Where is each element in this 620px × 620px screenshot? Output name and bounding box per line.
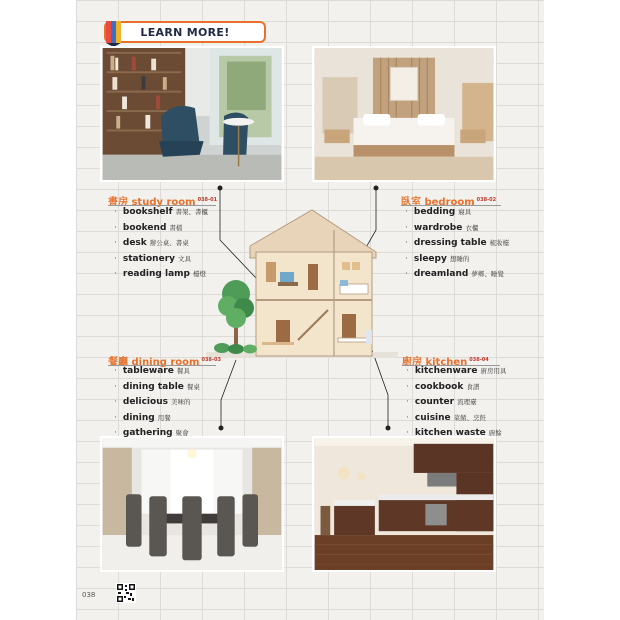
house-icon — [250, 210, 376, 356]
list-item: · bookshelf 書架、書櫃 — [114, 207, 209, 217]
tree-icon — [218, 280, 254, 348]
list-item: · sleepy 想睡的 — [405, 253, 470, 264]
page-number: 038 — [82, 591, 96, 599]
bedroom-audio-ref: 038-02 — [476, 196, 497, 203]
dining-audio-ref: 038-03 — [201, 356, 221, 363]
list-item: · wardrobe 衣櫃 — [405, 222, 479, 233]
learn-more-label: LEARN MORE! — [140, 26, 230, 39]
bedroom-vocab-list — [405, 205, 509, 283]
qr-code-icon[interactable] — [116, 583, 136, 603]
list-item: · desk 辦公桌、書桌 — [114, 238, 189, 248]
list-item: · bookend 書檔 — [114, 222, 183, 233]
list-item: · cookbook 食譜 — [406, 381, 480, 392]
list-item: · bedding 寢具 — [405, 207, 472, 217]
list-item: · counter 流理臺 — [406, 397, 477, 407]
kitchen-audio-ref: 038-04 — [469, 356, 489, 363]
list-item: · delicious 美味的 — [114, 397, 191, 407]
kitchen-vocab-list — [406, 364, 506, 442]
dining-room-heading: 餐廳 dining room $^{038-03}$ — [108, 356, 221, 368]
list-item: · dressing table 梳妝檯 — [405, 238, 510, 248]
list-item: · dining 用餐 — [114, 412, 171, 423]
bedroom-heading: 臥室 bedroom $^{038-02}$ — [401, 196, 497, 208]
textbook-page — [76, 0, 544, 620]
list-item: · dreamland 夢鄉、睡覺 — [405, 269, 504, 279]
study-room-audio-ref: 038-01 — [197, 196, 218, 203]
kitchen-heading: 廚房 kitchen $^{038-04}$ — [402, 356, 489, 368]
list-item: · gathering 聚會 — [114, 428, 189, 438]
study-room-heading: 書房 study room $^{038-01}$ — [108, 196, 218, 208]
list-item: · dining table 餐桌 — [114, 381, 200, 392]
list-item: · reading lamp 檯燈 — [114, 269, 206, 279]
list-item: · tableware 餐具 — [114, 366, 190, 376]
list-item: · stationery 文具 — [114, 253, 191, 264]
house-diagram — [76, 0, 544, 620]
study-vocab-list — [114, 205, 208, 283]
list-item: · kitchen waste 廚餘 — [406, 428, 502, 438]
list-item: · kitchenware 廚房用具 — [406, 366, 507, 376]
list-item: · cuisine 菜餚、烹飪 — [406, 412, 487, 423]
dining-vocab-list — [114, 364, 200, 442]
